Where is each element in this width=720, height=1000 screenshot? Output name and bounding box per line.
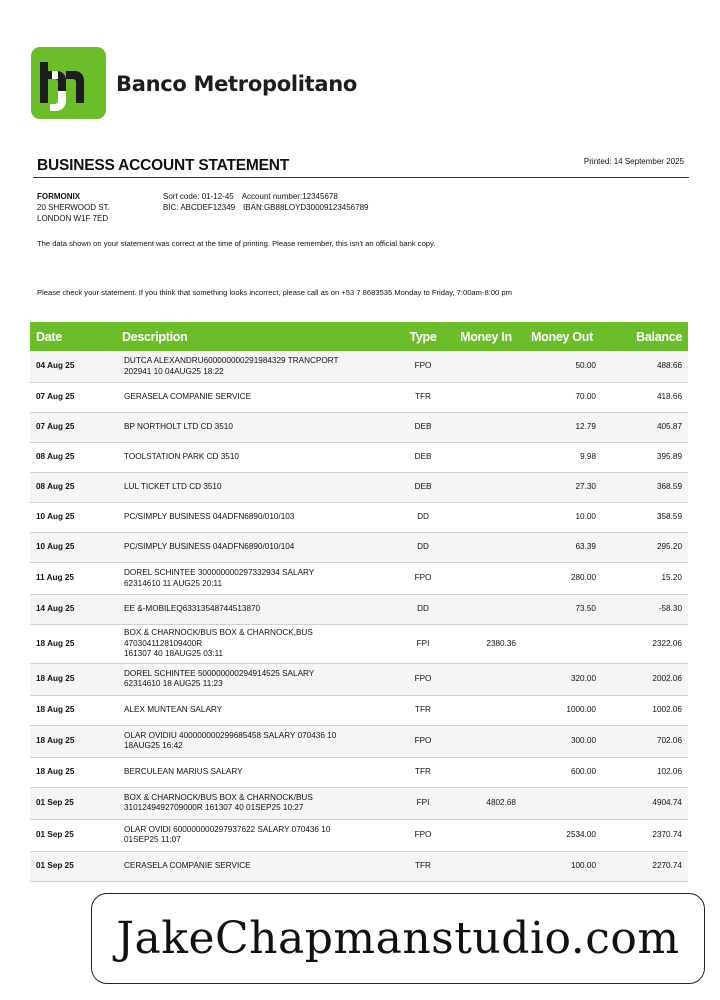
bank-name: Banco Metropolitano	[116, 72, 358, 96]
company-name: FORMONIX	[37, 192, 81, 201]
tx-money-out	[522, 625, 602, 664]
tx-date: 18 Aug 25	[30, 725, 116, 757]
tx-balance: 702.06	[602, 725, 688, 757]
tx-date: 18 Aug 25	[30, 695, 116, 725]
table-row	[30, 725, 688, 757]
tx-type: DD	[396, 595, 450, 625]
iban: IBAN:GB88LOYD30009123456789	[243, 203, 369, 212]
table-row	[30, 663, 688, 695]
tx-balance: 15.20	[602, 563, 688, 595]
address-line-2: LONDON W1F 7ED	[37, 214, 109, 223]
tx-type: DEB	[396, 413, 450, 443]
table-row	[30, 595, 688, 625]
tx-money-in	[450, 533, 522, 563]
tx-date: 08 Aug 25	[30, 443, 116, 473]
sort-code: Sort code: 01-12-45	[163, 192, 234, 201]
table-header-row	[30, 322, 688, 351]
tx-money-in	[450, 725, 522, 757]
tx-money-out: 12.79	[522, 413, 602, 443]
tx-description: DUTCA ALEXANDRU600000000291984329 TRANCPORT 202941 10 04AUG25 18:22	[116, 351, 396, 383]
bank-logo	[31, 47, 106, 119]
tx-type: FPO	[396, 663, 450, 695]
tx-date: 14 Aug 25	[30, 595, 116, 625]
tx-money-in	[450, 563, 522, 595]
tx-description: PC/SIMPLY BUSINESS 04ADFN6890/010/104	[116, 533, 396, 563]
tx-description: CERASELA COMPANIE SERVICE	[116, 851, 396, 881]
tx-balance: 405.87	[602, 413, 688, 443]
tx-balance: 295.20	[602, 533, 688, 563]
address-line-1: 20 SHERWOOD ST.	[37, 203, 110, 212]
tx-date: 07 Aug 25	[30, 413, 116, 443]
statement-title: BUSINESS ACCOUNT STATEMENT	[37, 157, 289, 174]
tx-description: GERASELA COMPANIE SERVICE	[116, 383, 396, 413]
account-details	[163, 191, 376, 213]
watermark: JakeChapmanstudio.com	[91, 893, 705, 984]
tx-date: 01 Sep 25	[30, 851, 116, 881]
tx-description: BOX & CHARNOCK/BUS BOX & CHARNOCK,BUS 4703041128109400R 161307 40 18AUG25 03:11	[116, 625, 396, 664]
tx-description: TOOLSTATION PARK CD 3510	[116, 443, 396, 473]
tx-money-in	[450, 351, 522, 383]
col-header-money-out: Money Out	[522, 322, 602, 351]
tx-money-out: 27.30	[522, 473, 602, 503]
tx-date: 18 Aug 25	[30, 757, 116, 787]
tx-money-out: 70.00	[522, 383, 602, 413]
tx-money-in	[450, 413, 522, 443]
tx-date: 08 Aug 25	[30, 473, 116, 503]
tx-balance: 395.89	[602, 443, 688, 473]
tx-date: 18 Aug 25	[30, 625, 116, 664]
transactions-table	[30, 322, 688, 882]
tx-money-in	[450, 503, 522, 533]
table-row	[30, 563, 688, 595]
tx-type: FPI	[396, 787, 450, 819]
tx-description: BOX & CHARNOCK/BUS BOX & CHARNOCK/BUS 3101249492709000R 161307 40 01SEP25 10:27	[116, 787, 396, 819]
tx-balance: 2370.74	[602, 819, 688, 851]
tx-type: FPO	[396, 819, 450, 851]
table-row	[30, 851, 688, 881]
tx-balance: -58.30	[602, 595, 688, 625]
tx-balance: 102.06	[602, 757, 688, 787]
table-row	[30, 533, 688, 563]
tx-money-in: 4802.68	[450, 787, 522, 819]
tx-money-out: 320.00	[522, 663, 602, 695]
tx-description: DOREL SCHINTEE 500000000294914525 SALARY 62314610 18 AUG25 11:23	[116, 663, 396, 695]
tx-money-in	[450, 443, 522, 473]
table-row	[30, 443, 688, 473]
tx-date: 07 Aug 25	[30, 383, 116, 413]
tx-money-out: 100.00	[522, 851, 602, 881]
tx-money-in	[450, 473, 522, 503]
tx-type: FPO	[396, 725, 450, 757]
tx-type: DEB	[396, 473, 450, 503]
tx-description: PC/SIMPLY BUSINESS 04ADFN6890/010/103	[116, 503, 396, 533]
tx-money-out: 280.00	[522, 563, 602, 595]
tx-type: TFR	[396, 851, 450, 881]
tx-money-in	[450, 757, 522, 787]
col-header-description: Description	[116, 322, 396, 351]
tx-balance: 4904.74	[602, 787, 688, 819]
col-header-type: Type	[396, 322, 450, 351]
table-row	[30, 625, 688, 664]
tx-balance: 2002.06	[602, 663, 688, 695]
col-header-date: Date	[30, 322, 116, 351]
tx-balance: 488.66	[602, 351, 688, 383]
tx-money-out: 9.98	[522, 443, 602, 473]
tx-money-out: 2534.00	[522, 819, 602, 851]
tx-description: DOREL SCHINTEE 300000000297332934 SALARY 62314610 11 AUG25 20:11	[116, 563, 396, 595]
table-row	[30, 695, 688, 725]
tx-date: 04 Aug 25	[30, 351, 116, 383]
tx-type: FPO	[396, 351, 450, 383]
tx-description: EE &-MOBILEQ63313548744513870	[116, 595, 396, 625]
tx-type: TFR	[396, 695, 450, 725]
tx-money-in	[450, 663, 522, 695]
table-row	[30, 473, 688, 503]
tx-money-in	[450, 383, 522, 413]
tx-type: DEB	[396, 443, 450, 473]
tx-balance: 2322.06	[602, 625, 688, 664]
tx-type: FPI	[396, 625, 450, 664]
tx-money-out: 73.50	[522, 595, 602, 625]
account-number: Account number:12345678	[241, 192, 338, 201]
tx-balance: 1002.06	[602, 695, 688, 725]
tx-date: 11 Aug 25	[30, 563, 116, 595]
tx-money-in	[450, 819, 522, 851]
tx-date: 18 Aug 25	[30, 663, 116, 695]
tx-type: TFR	[396, 383, 450, 413]
tx-money-out: 50.00	[522, 351, 602, 383]
table-row	[30, 757, 688, 787]
table-row	[30, 819, 688, 851]
tx-type: DD	[396, 533, 450, 563]
tx-money-in	[450, 851, 522, 881]
tx-description: OLAR OVIDIU 400000000299685458 SALARY 070436 10 18AUG25 16:42	[116, 725, 396, 757]
tx-date: 10 Aug 25	[30, 503, 116, 533]
tx-description: OLAR OVIDI 600000000297937622 SALARY 070436 10 01SEP25 11:07	[116, 819, 396, 851]
title-divider	[33, 177, 689, 178]
tx-description: ALEX MUNTEAN SALARY	[116, 695, 396, 725]
tx-balance: 418.66	[602, 383, 688, 413]
tx-description: BP NORTHOLT LTD CD 3510	[116, 413, 396, 443]
tx-type: DD	[396, 503, 450, 533]
tx-money-out: 63.39	[522, 533, 602, 563]
tx-money-out: 10.00	[522, 503, 602, 533]
tx-money-out: 300.00	[522, 725, 602, 757]
tx-date: 01 Sep 25	[30, 787, 116, 819]
tx-money-in: 2380.36	[450, 625, 522, 664]
accuracy-note: The data shown on your statement was correct at the time of printing. Please remember, this isn't an official bank copy.	[37, 239, 436, 248]
table-row	[30, 787, 688, 819]
tx-description: BERCULEAN MARIUS SALARY	[116, 757, 396, 787]
printed-date: Printed: 14 September 2025	[583, 157, 684, 166]
table-row	[30, 383, 688, 413]
tx-money-in	[450, 595, 522, 625]
table-row	[30, 413, 688, 443]
tx-money-out	[522, 787, 602, 819]
tx-date: 10 Aug 25	[30, 533, 116, 563]
tx-type: FPO	[396, 563, 450, 595]
tx-balance: 368.59	[602, 473, 688, 503]
tx-date: 01 Sep 25	[30, 819, 116, 851]
customer-address	[37, 191, 110, 224]
tx-type: TFR	[396, 757, 450, 787]
bm-monogram-icon	[31, 47, 106, 119]
tx-money-in	[450, 695, 522, 725]
tx-money-out: 1000.00	[522, 695, 602, 725]
tx-description: LUL TICKET LTD CD 3510	[116, 473, 396, 503]
bic-code: BIC: ABCDEF12349	[163, 203, 236, 212]
tx-balance: 2270.74	[602, 851, 688, 881]
col-header-money-in: Money In	[450, 322, 522, 351]
tx-money-out: 600.00	[522, 757, 602, 787]
tx-balance: 358.59	[602, 503, 688, 533]
table-row	[30, 503, 688, 533]
table-row	[30, 351, 688, 383]
check-note: Please check your statement. If you think that something looks incorrect, please call as on +53 7 8683535 Monday to Friday, 7:00am-8:00 pm	[37, 288, 512, 297]
col-header-balance: Balance	[602, 322, 688, 351]
